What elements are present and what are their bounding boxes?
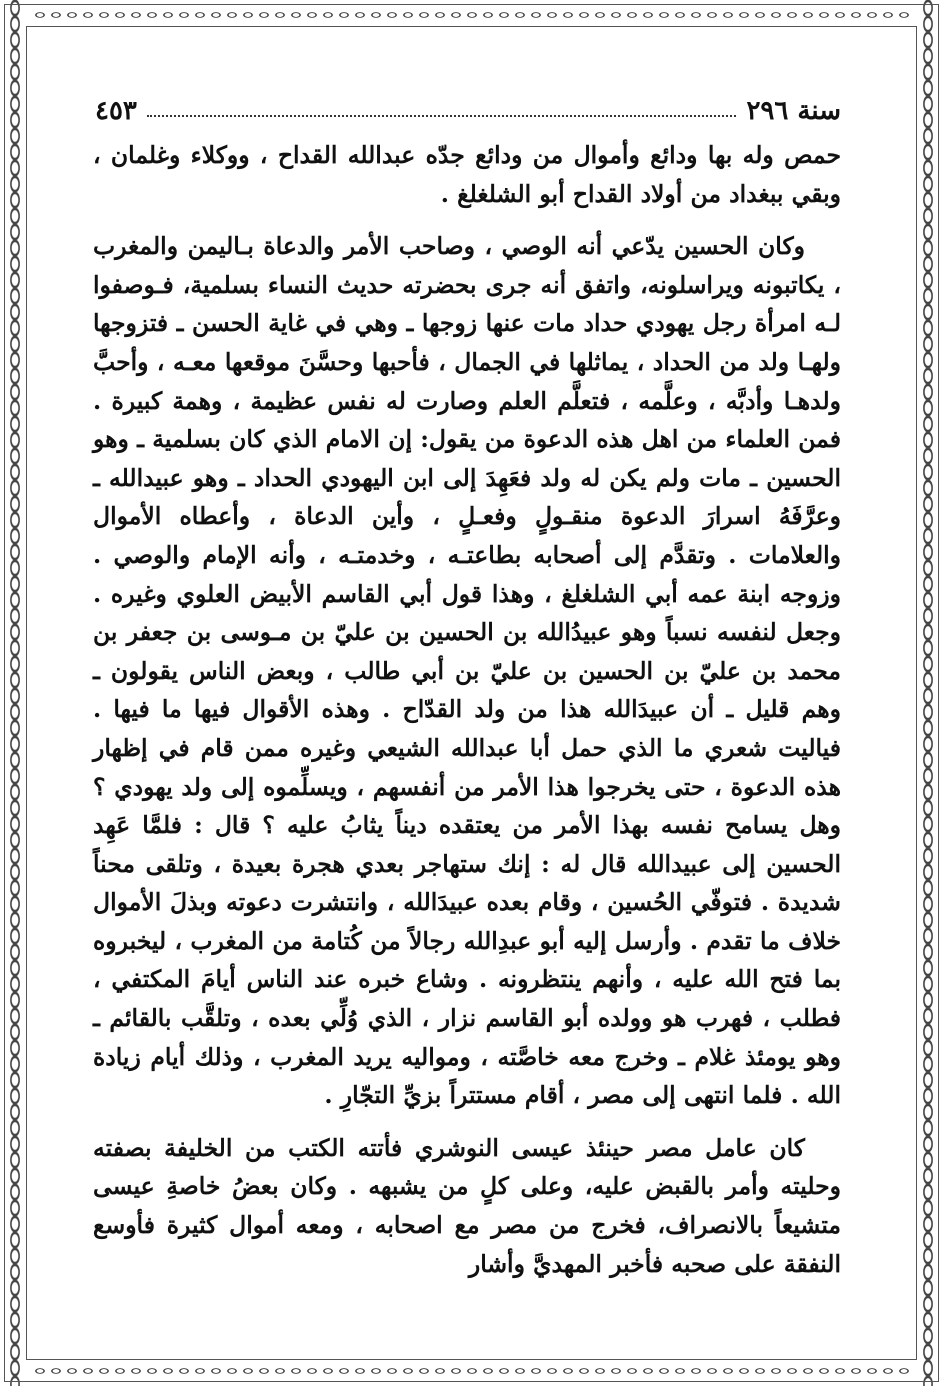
page-body (93, 136, 841, 1283)
running-title: سنة ٢٩٦ (746, 96, 841, 126)
dotted-leader (147, 115, 737, 117)
paragraph-1: حمص وله بها ودائع وأموال من ودائع جدّه عبدالله القداح ، ووكلاء وغلمان ، وبقي ببغداد من أولاد القداح أبو الشلغلغ . (93, 141, 841, 208)
page-number: ٤٥٣ (95, 96, 137, 126)
paragraph-2: وكان الحسين يدّعي أنه الوصي ، وصاحب الأمر والدعاة بـاليمن والمغرب ، يكاتبونه ويراسلونه، واتفق أنه جرى بحضرته حديث النساء بسلمية، فـوصفوا لـه امرأة رجل يهودي حداد مات عنها زوجها ـ وهي في غاية الحسن ـ فتزوجها ولهـا ولد من الحداد ، يماثلها في الجمال ، فأحبها وحسَّنَ موقعها معـه ، وأحبَّ ولدهـا وأدبَّه ، وعلَّمه ، فتعلَّم العلم وصارت له نفس عظيمة ، وهمة كبيرة . فمن العلماء من اهل هذه الدعوة من يقول: إن الامام الذي كان بسلمية ـ وهو الحسين ـ مات ولم يكن له ولد فعَهِدَ إلى ابن اليهودي الحداد ـ وهو عبيدالله ـ وعرَّفَهُ اسرارَ الدعوة منقـولٍ وفعـلٍ ، وأين الدعاة ، وأعطاه الأموال والعلامات . وتقدَّم إلى أصحابه بطاعتـه ، وخدمتـه ، وأنه الإمام والوصي . وزوجه ابنة عمه أبي الشلغلغ ، وهذا قول أبي القاسم الأبيض العلوي وغيره . وجعل لنفسه نسباً وهو عبيدُالله بن الحسين بن عليّ بن مـوسى بن جعفر بن محمد بن عليّ بن الحسين بن عليّ بن أبي طالب ، وبعض الناس يقولون ـ وهم قليل ـ أن عبيدَالله هذا من ولد القدّاح . وهذه الأقوال فيها ما فيها . فياليت شعري ما الذي حمل أبا عبدالله الشيعي وغيره ممن قام في إظهار هذه الدعوة ، حتى يخرجوا هذا الأمر من أنفسهم ، ويسلِّموه إلى ولد يهودي ؟ وهل يسامح نفسه بهذا الأمر من يعتقده ديناً يثابُ عليه ؟ قال : فلمَّا عَهِد الحسين إلى عبيدالله قال له : إنك ستهاجر بعدي هجرة بعيدة ، وتلقى محناً شديدة . فتوفّي الحُسين ، وقام بعده عبيدَالله ، وانتشرت دعوته وبذلَ الأموال خلاف ما تقدم . وأرسل إليه أبو عبدِالله رجالاً من كُتامة من المغرب ، ليخبروه بما فتح الله عليه ، وأنهم ينتظرونه . وشاع خبره عند الناس أيامَ المكتفي ، فطلب ، فهرب هو وولده أبو القاسم نزار ، الذي وُلِّي بعده ، وتلقَّب بالقائم ـ وهو يومئذ غلام ـ وخرج معه خاصَّته ، ومواليه يريد المغرب ، وذلك أيام زيادة الله . فلما انتهى إلى مصر ، أقام مستتراً بزيِّ التجّارِ . (93, 232, 842, 1110)
running-header (95, 86, 841, 126)
paragraph-3: كان عامل مصر حينئذ عيسى النوشري فأتته الكتب من الخليفة بصفته وحليته وأمر بالقبض عليه، وعلى كلٍ من يشبهه . وكان بعضُ خاصةِ عيسى متشيعاً بالانصراف، فخرج من مصر مع اصحابه ، ومعه أموال كثيرة فأوسع النفقة على صحبه فأخبر المهديَّ وأشار (93, 1133, 841, 1278)
